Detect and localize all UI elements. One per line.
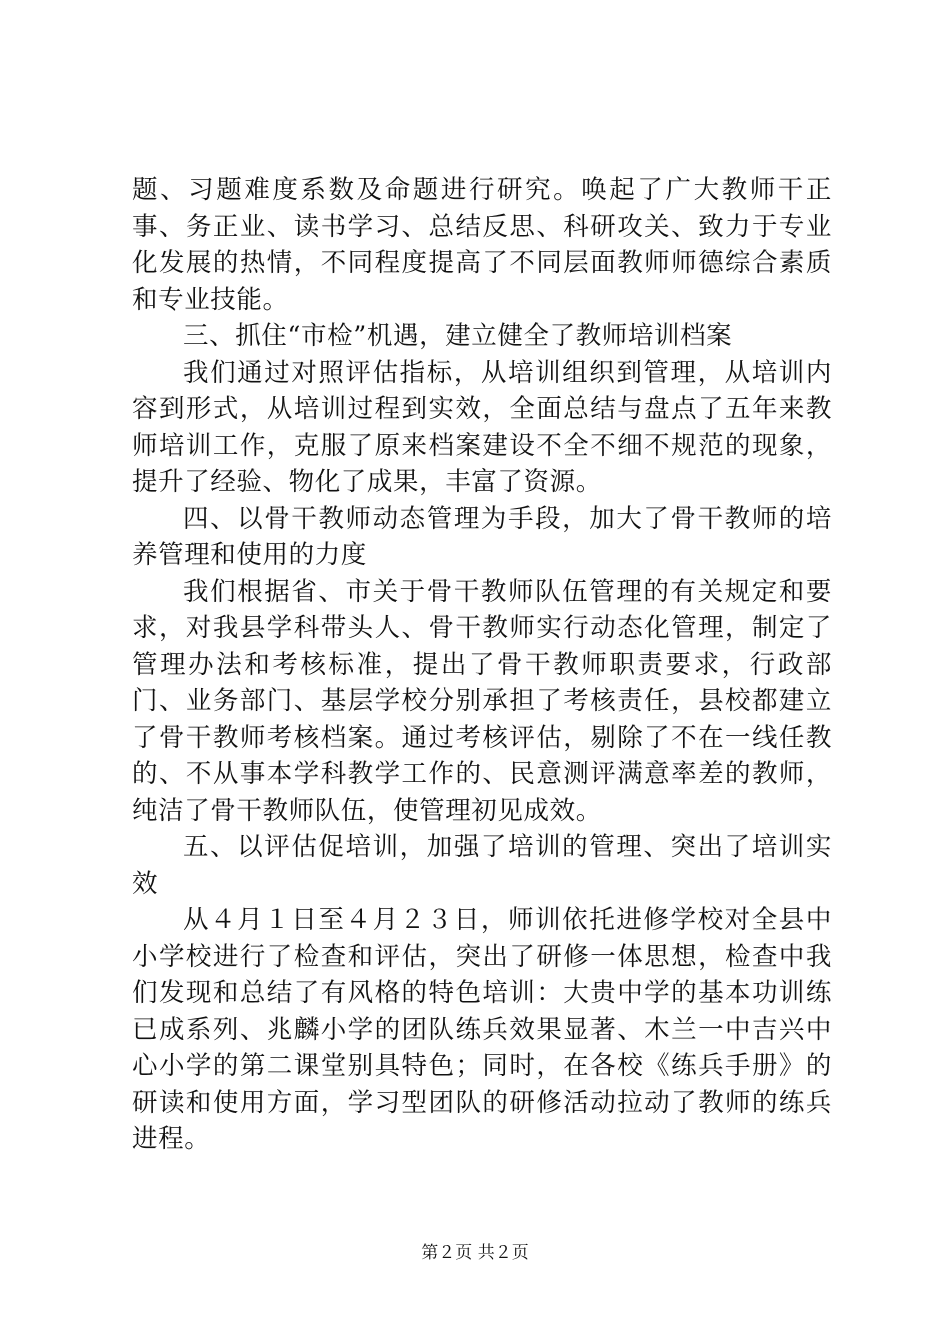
- document-body: [132, 172, 832, 1158]
- heading-section-4: 四、以骨干教师动态管理为手段，加大了骨干教师的培养管理和使用的力度: [132, 503, 832, 570]
- paragraph-4: 从４月１日至４月２３日，师训依托进修学校对全县中小学校进行了检查和评估，突出了研修一体思想，检查中我们发现和总结了有风格的特色培训：大贵中学的基本功训练已成系列、兆麟小学的团队练兵效果显著、木兰一中吉兴中心小学的第二课堂别具特色；同时，在各校《练兵手册》的研读和使用方面，学习型团队的研修活动拉动了教师的练兵进程。: [132, 905, 832, 1154]
- paragraph-3: 我们根据省、市关于骨干教师队伍管理的有关规定和要求，对我县学科带头人、骨干教师实行动态化管理，制定了管理办法和考核标准，提出了骨干教师职责要求，行政部门、业务部门、基层学校分别承担了考核责任，县校都建立了骨干教师考核档案。通过考核评估，剔除了不在一线任教的、不从事本学科教学工作的、民意测评满意率差的教师，纯洁了骨干教师队伍，使管理初见成效。: [132, 576, 832, 826]
- paragraph-1: 题、习题难度系数及命题进行研究。唤起了广大教师干正事、务正业、读书学习、总结反思、科研攻关、致力于专业化发展的热情，不同程度提高了不同层面教师师德综合素质和专业技能。: [132, 175, 832, 315]
- heading-section-3: 三、抓住“市检”机遇，建立健全了教师培训档案: [183, 321, 733, 351]
- heading-section-5: 五、以评估促培训，加强了培训的管理、突出了培训实效: [132, 832, 832, 899]
- page-footer: 第２页 共２页: [421, 1243, 529, 1263]
- paragraph-2: 我们通过对照评估指标，从培训组织到管理，从培训内容到形式，从培训过程到实效，全面总结与盘点了五年来教师培训工作，克服了原来档案建设不全不细不规范的现象，提升了经验、物化了成果，丰富了资源。: [132, 357, 832, 497]
